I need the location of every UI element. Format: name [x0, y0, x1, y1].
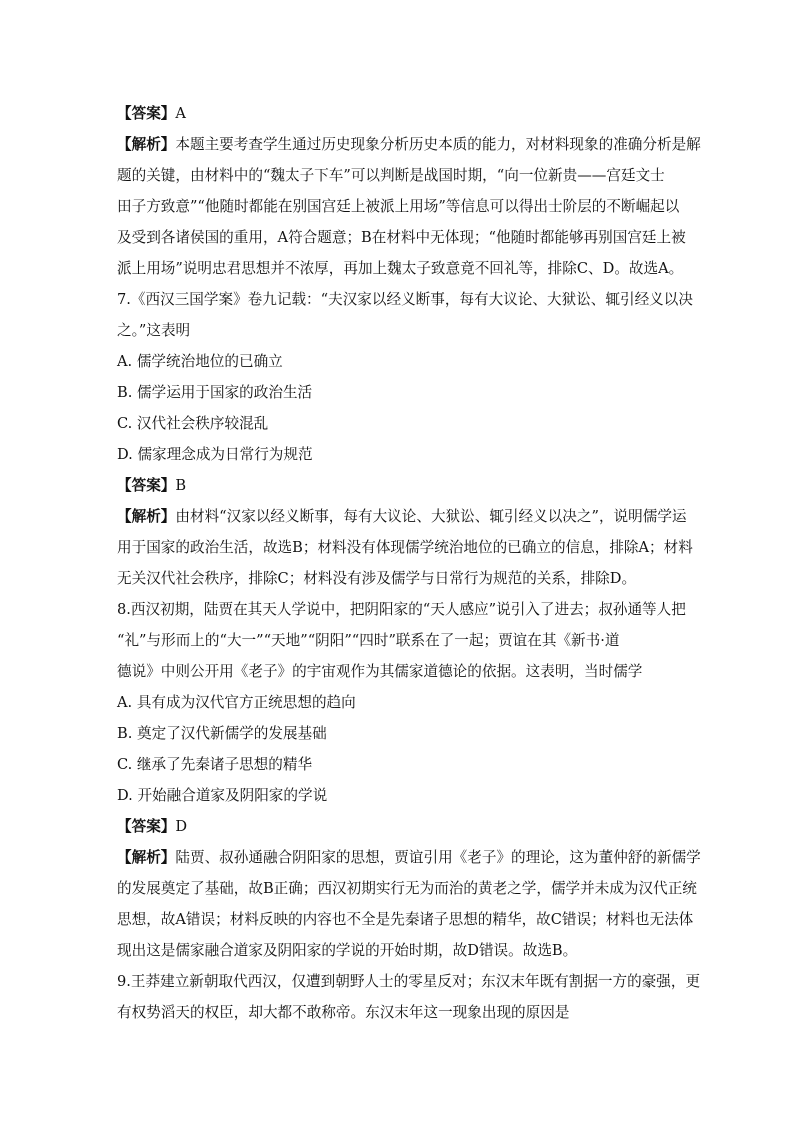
- explanation-text: 题的关键，由材料中的“魏太子下车”可以判断是战国时期，“向一位新贵——宫廷文士: [117, 167, 665, 184]
- answer-label: 【答案】: [117, 818, 176, 835]
- explanation-text: 田子方致意”“他随时都能在别国宫廷上被派上用场”等信息可以得出士阶层的不断崛起以: [117, 198, 680, 215]
- explanation-line: [117, 842, 701, 873]
- question-8-option-b: B. 奠定了汉代新儒学的发展基础: [117, 725, 327, 742]
- question-8-stem: “礼”与形而上的“大一”“天地”“阴阳”“四时”联系在了一起；贾谊在其《新书·道: [117, 632, 620, 649]
- question-7-stem: 7.《西汉三国学案》卷九记载：“夫汉家以经义断事，每有大议论、大狱讼、辄引经义以决: [117, 291, 693, 308]
- question-7-stem: 之。”这表明: [117, 322, 191, 339]
- question-8-option-d: D. 开始融合道家及阴阳家的学说: [117, 787, 328, 804]
- question-7-option-b: B. 儒学运用于国家的政治生活: [117, 384, 313, 401]
- question-9-stem: 有权势滔天的权臣，却大都不敢称帝。东汉末年这一现象出现的原因是: [117, 1004, 570, 1021]
- question-8-option-c: C. 继承了先秦诸子思想的精华: [117, 756, 313, 773]
- explanation-label: 【解析】: [117, 849, 176, 866]
- explanation-text: 本题主要考查学生通过历史现象分析历史本质的能力，对材料现象的准确分析是解: [175, 136, 701, 153]
- answer-line: [117, 98, 677, 129]
- document-page: [117, 98, 701, 1028]
- explanation-label: 【解析】: [117, 136, 176, 153]
- explanation-text: 现出这是儒家融合道家及阴阳家的学说的开始时期，故D错误。故选B。: [117, 942, 578, 959]
- explanation-line: [117, 129, 701, 160]
- answer-value: A: [175, 105, 186, 122]
- explanation-text: 由材料“汉家以经义断事，每有大议论、大狱讼、辄引经义以决之”，说明儒学运: [175, 508, 687, 525]
- question-8-option-a: A. 具有成为汉代官方正统思想的趋向: [117, 694, 356, 711]
- answer-label: 【答案】: [117, 477, 176, 494]
- question-7-option-c: C. 汉代社会秩序较混乱: [117, 415, 269, 432]
- answer-line: [117, 811, 677, 842]
- question-9-stem: 9.王莽建立新朝取代西汉，仅遭到朝野人士的零星反对；东汉末年既有割据一方的豪强，更: [117, 973, 701, 990]
- answer-value: D: [175, 818, 188, 835]
- explanation-text: 派上用场”说明忠君思想并不浓厚，再加上魏太子致意竟不回礼等，排除C、D。故选A。: [117, 260, 684, 277]
- explanation-text: 无关汉代社会秩序，排除C；材料没有涉及儒学与日常行为规范的关系，排除D。: [117, 570, 637, 587]
- answer-line: [117, 470, 677, 501]
- explanation-line: [117, 501, 687, 532]
- question-7-option-d: D. 儒家理念成为日常行为规范: [117, 446, 313, 463]
- question-8-stem: 德说》中则公开用《老子》的宇宙观作为其儒家道德论的依据。这表明，当时儒学: [117, 663, 643, 680]
- explanation-label: 【解析】: [117, 508, 176, 525]
- question-7-option-a: A. 儒学统治地位的已确立: [117, 353, 283, 370]
- explanation-text: 陆贾、叔孙通融合阴阳家的思想，贾谊引用《老子》的理论，这为董仲舒的新儒学: [175, 849, 701, 866]
- explanation-text: 的发展奠定了基础，故B正确；西汉初期实行无为而治的黄老之学，儒学并未成为汉代正统: [117, 880, 697, 897]
- answer-value: B: [175, 477, 187, 494]
- explanation-text: 思想，故A错误；材料反映的内容也不全是先秦诸子思想的精华，故C错误；材料也无法体: [117, 911, 694, 928]
- answer-label: 【答案】: [117, 105, 176, 122]
- explanation-text: 用于国家的政治生活，故选B；材料没有体现儒学统治地位的已确立的信息，排除A；材料: [117, 539, 693, 556]
- question-8-stem: 8.西汉初期，陆贾在其天人学说中，把阴阳家的“天人感应”说引入了进去；叔孙通等人把: [117, 601, 686, 618]
- explanation-text: 及受到各诸侯国的重用，A符合题意；B在材料中无体现；“他随时都能够再别国宫廷上被: [117, 229, 686, 246]
